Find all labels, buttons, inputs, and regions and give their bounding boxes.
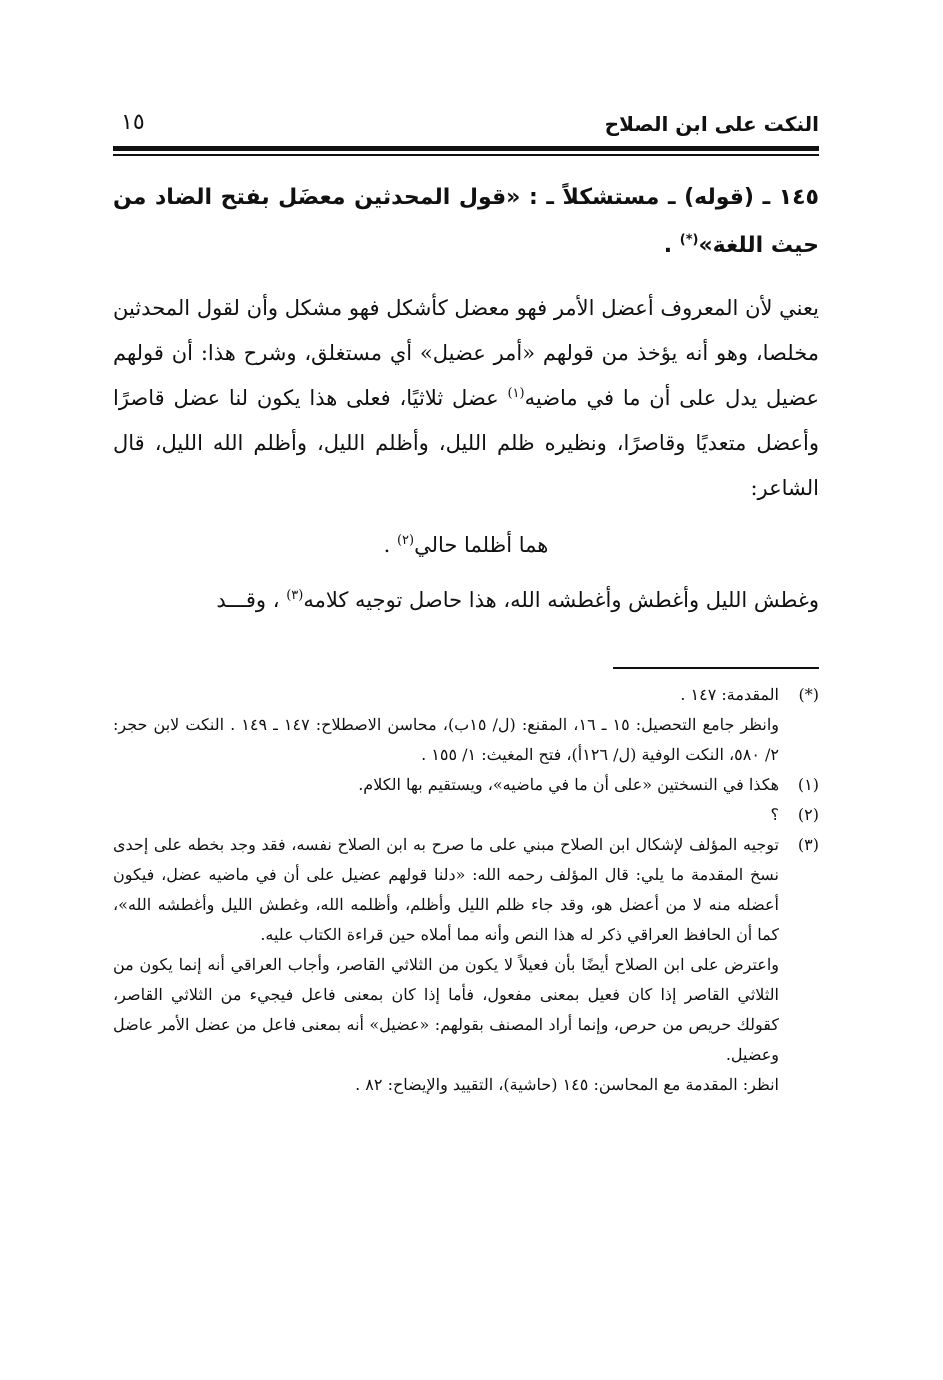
footnotes <box>113 680 819 1100</box>
footnote-1 <box>113 770 819 800</box>
paragraph-2-text: وغطش الليل وأغطش وأغطشه الله، هذا حاصل توجيه كلامه <box>303 588 819 612</box>
footnote-line: واعترض على ابن الصلاح أيضًا بأن فعيلاً لا يكون من الثلاثي القاصر، وأجاب العراقي أنه إنما يكون من الثلاثي القاصر إذا كان فعيل بمعنى مفعول، فأما إذا كان بمعنى فاعل فيجيء من الثلاثي القاصر، كقولك حريص من حرص، وإنما أراد المصنف بقولهم: «عضيل» أنه بمعنى فاعل من عضل الأمر عاضل وعضيل. <box>113 955 780 1064</box>
page-number: ١٥ <box>121 110 145 135</box>
footnote-body <box>113 800 779 830</box>
footnote-body <box>113 830 779 1100</box>
paragraph-2-rest: ، وقـــد <box>216 588 287 612</box>
entry-heading-footnote-ref: (*) <box>679 232 699 248</box>
paragraph-1-rest: عضل ثلاثيًا، فعلى هذا يكون لنا عضل قاصرًا وأعضل متعديًا وقاصرًا، ونظيره ظلم الليل، وأظلم الليل، وأظلم الله الليل، قال الشاعر: <box>113 386 819 500</box>
paragraph-1-text: يعني لأن المعروف أعضل الأمر فهو معضل كأشكل فهو مشكل وأن لقول المحدثين مخلصا، وهو أنه يؤخذ من قولهم «أمر عضيل» أي مستغلق، وشرح هذا: أن قولهم عضيل يدل على أن ما في ماضيه <box>113 296 819 410</box>
footnote-line: ؟ <box>770 805 779 824</box>
page-header <box>113 108 819 144</box>
main-text <box>113 174 819 623</box>
header-rule-thin <box>113 154 819 156</box>
verse-text: هما أظلما حالي <box>414 533 549 557</box>
paragraph-2 <box>113 578 819 623</box>
footnote-star <box>113 680 819 770</box>
footnote-mark: (٢) <box>797 805 819 824</box>
footnote-line: المقدمة: ١٤٧ . <box>680 685 779 704</box>
footnote-ref-2: (٢) <box>396 533 415 548</box>
footnote-mark: (*) <box>798 685 819 704</box>
footnote-line: انظر: المقدمة مع المحاسن: ١٤٥ (حاشية)، التقييد والإيضاح: ٨٢ . <box>355 1075 779 1094</box>
header-rule-thick <box>113 146 819 151</box>
footnote-3 <box>113 830 819 1100</box>
footnote-line: وانظر جامع التحصيل: ١٥ ـ ١٦، المقنع: (ل/ ١٥ب)، محاسن الاصطلاح: ١٤٧ ـ ١٤٩ . النكت لابن حجر: ٢/ ٥٨٠، النكت الوفية (ل/ ١٢٦أ)، فتح المغيث: ١/ ١٥٥ . <box>113 715 779 764</box>
footnote-ref-3: (٣) <box>286 588 304 603</box>
footnote-body <box>113 680 779 770</box>
entry-heading-end: . <box>663 233 680 258</box>
entry-heading <box>113 174 819 270</box>
footnote-line: توجيه المؤلف لإشكال ابن الصلاح مبني على ما صرح به ابن الصلاح نفسه، فقد وجد بخطه على إحدى نسخ المقدمة ما يلي: قال المؤلف رحمه الله: «دلنا قولهم عضيل على أن في ماضيه عضل، فيكون أعضله منه لا من أعضل هو، وقد جاء ظلم الليل وأظلم، وأظلمه الله، وغطش الليل وأغطشه الله»، كما أن الحافظ العراقي ذكر له هذا النص وأنه مما أملاه حين قراءة الكتاب عليه. <box>113 835 779 944</box>
footnote-2 <box>113 800 819 830</box>
poetry-verse <box>113 523 819 568</box>
footnote-body <box>113 770 779 800</box>
paragraph-1 <box>113 286 819 511</box>
footnote-separator <box>613 667 819 669</box>
running-title: النكت على ابن الصلاح <box>604 112 819 136</box>
verse-end: . <box>383 533 397 557</box>
footnote-ref-1: (١) <box>507 386 525 401</box>
entry-heading-text: ١٤٥ ـ (قوله) ـ مستشكلاً ـ : «قول المحدثين معضَل بفتح الضاد من حيث اللغة» <box>113 185 819 258</box>
footnote-mark: (٣) <box>797 835 819 854</box>
footnote-line: هكذا في النسختين «على أن ما في ماضيه»، ويستقيم بها الكلام. <box>358 775 779 794</box>
footnote-mark: (١) <box>797 775 819 794</box>
